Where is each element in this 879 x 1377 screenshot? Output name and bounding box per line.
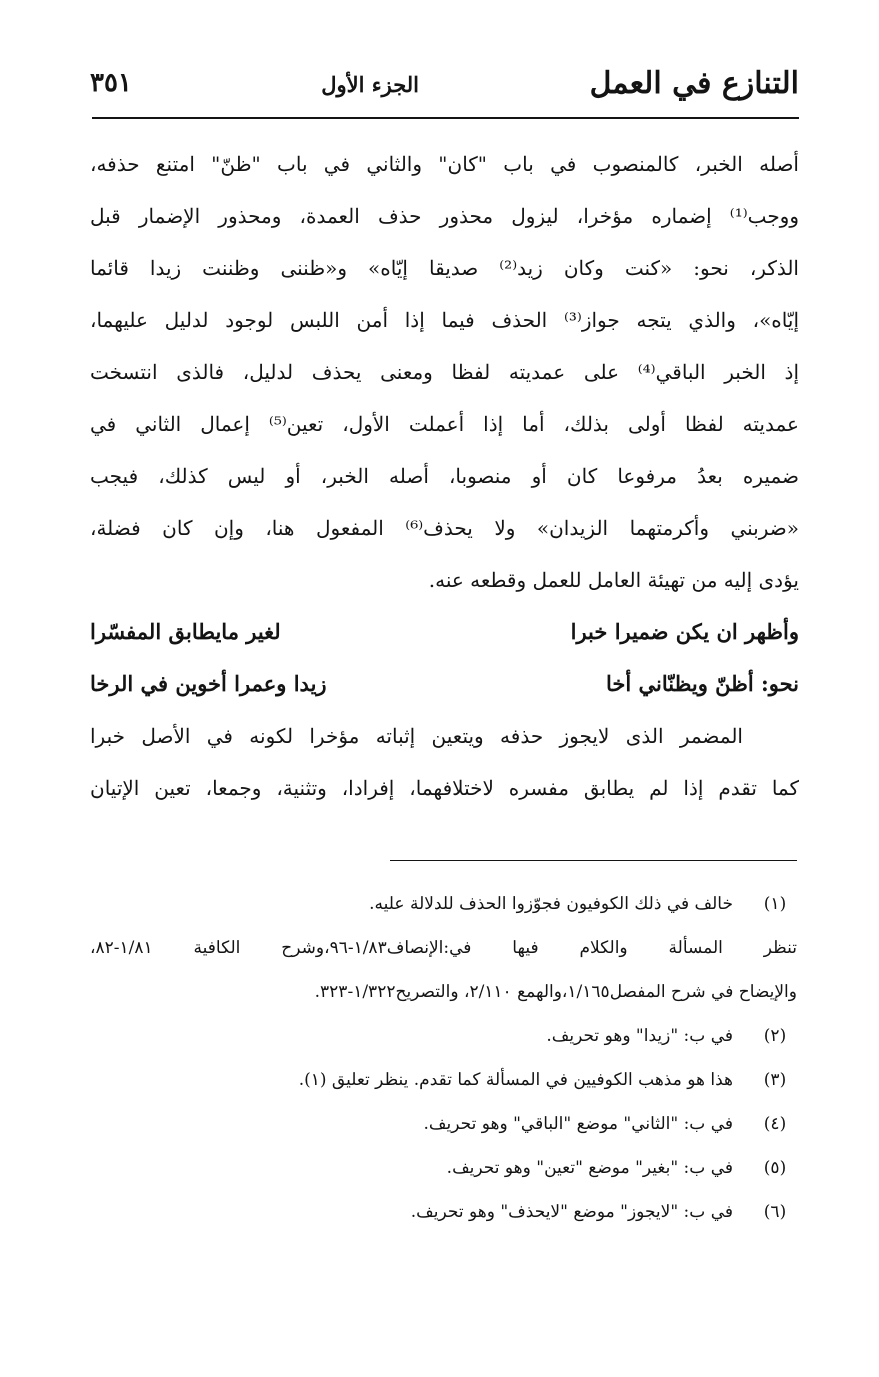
footnote xyxy=(90,1190,797,1234)
text-line: إيّاه»، والذي يتجه جواز⁽³⁾ الحذف فيما إذا أمن اللبس لوجود لدليل عليهما، xyxy=(90,308,799,332)
footnote-number: (١) xyxy=(763,894,787,914)
text-line: ضميره بعدُ مرفوعا كان أو منصوبا، أصله الخبر، أو ليس كذلك، فيجب xyxy=(90,464,799,488)
verse-line xyxy=(90,658,799,710)
footnote-text: هذا هو مذهب الكوفيين في المسألة كما تقدم. ينظر تعليق (١). xyxy=(298,1070,733,1090)
footnote-text: في ب: "لايجوز" موضع "لايحذف" وهو تحريف. xyxy=(410,1202,733,1222)
verse-line xyxy=(90,606,799,658)
verse-first-hemistich: نحو: أظنّ ويظنّاني أخا xyxy=(606,671,799,696)
footnote xyxy=(90,1146,797,1190)
footnote xyxy=(90,1058,797,1102)
footnote-text: والإيضاح في شرح المفصل١/١٦٥،والهمع ٢/١١٠، والتصريح١/٣٢٢-٣٢٣. xyxy=(314,982,797,1002)
text-line: إذ الخبر الباقي⁽⁴⁾ على عمديته لفظا ومعنى يحذف لدليل، فالذى انتسخت xyxy=(90,360,799,384)
text-line: ووجب⁽¹⁾ إضماره مؤخرا، ليزول محذور حذف العمدة، ومحذور الإضمار قبل xyxy=(90,204,799,228)
footnotes xyxy=(90,882,797,1234)
text-line: «ضربني وأكرمتهما الزيدان» ولا يحذف⁽⁶⁾ المفعول هنا، وإن كان فضلة، xyxy=(90,516,799,540)
text-line: المضمر الذى لايجوز حذفه ويتعين إثباته مؤخرا لكونه في الأصل خبرا xyxy=(90,724,743,748)
footnote xyxy=(90,1014,797,1058)
footnote-text: خالف في ذلك الكوفيون فجوّزوا الحذف للدلالة عليه. xyxy=(369,894,733,914)
verse-first-hemistich: وأظهر ان يكن ضميرا خبرا xyxy=(570,619,799,644)
main-text xyxy=(90,138,799,814)
text-line: عمديته لفظا أولى بذلك، أما إذا أعملت الأول، تعين⁽⁵⁾ إعمال الثاني في xyxy=(90,412,799,436)
footnote-number: (٢) xyxy=(763,1026,787,1046)
footnote-text: في ب: "الثاني" موضع "الباقي" وهو تحريف. xyxy=(423,1114,733,1134)
footnote-continuation xyxy=(90,926,797,970)
running-header xyxy=(88,60,799,114)
footnote xyxy=(90,1102,797,1146)
footnote-number: (٦) xyxy=(763,1202,787,1222)
footnote-number: (٣) xyxy=(763,1070,787,1090)
footnote-text: في ب: "زيدا" وهو تحريف. xyxy=(546,1026,733,1046)
verse-second-hemistich: لغير مايطابق المفسّرا xyxy=(90,619,281,644)
page-number: ٣٥١ xyxy=(90,68,132,98)
footnote-text: في ب: "بغير" موضع "تعين" وهو تحريف. xyxy=(446,1158,733,1178)
footnote-number: (٥) xyxy=(763,1158,787,1178)
text-line: يؤدى إليه من تهيئة العامل للعمل وقطعه عنه. xyxy=(428,568,799,592)
footnote-number: (٤) xyxy=(763,1114,787,1134)
text-line: الذكر، نحو: «كنت وكان زيد⁽²⁾ صديقا إيّاه» و«ظننى وظننت زيدا قائما xyxy=(90,256,799,280)
footnote-continuation xyxy=(90,970,797,1014)
volume-label: الجزء الأول xyxy=(321,72,419,97)
footnote-divider xyxy=(390,860,797,861)
text-line: كما تقدم إذا لم يطابق مفسره لاختلافهما، إفرادا، وتثنية، وجمعا، تعين الإتيان xyxy=(90,776,799,800)
chapter-title: التنازع في العمل xyxy=(589,66,799,101)
footnote-text: تنظر المسألة والكلام فيها في:الإنصاف١/٨٣-٩٦،وشرح الكافية ١/٨١-٨٢، xyxy=(90,938,797,958)
verse-second-hemistich: زيدا وعمرا أخوين في الرخا xyxy=(90,671,327,696)
text-line: أصله الخبر، كالمنصوب في باب "كان" والثاني في باب "ظنّ" امتنع حذفه، xyxy=(90,152,799,176)
footnote xyxy=(90,882,797,926)
header-divider xyxy=(92,117,799,119)
